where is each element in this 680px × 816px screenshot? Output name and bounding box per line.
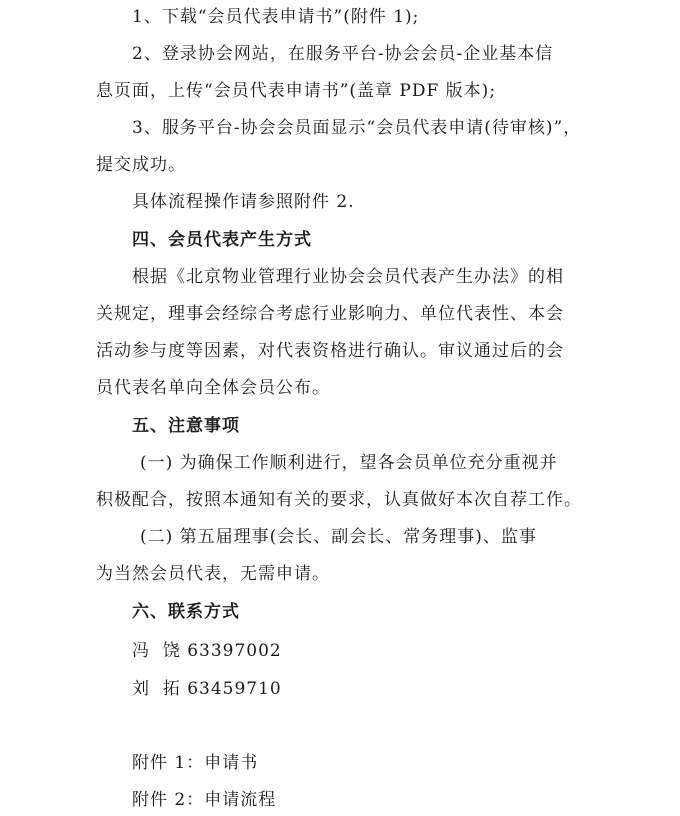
section-4-heading: 四、会员代表产生方式 (132, 230, 312, 250)
section-5-item-2-line-2: 为当然会员代表，无需申请。 (96, 564, 330, 584)
section-4-line-3: 活动参与度等因素，对代表资格进行确认。审议通过后的会 (96, 341, 564, 361)
contact-row (132, 640, 282, 662)
contact-name: 刘 拓 (132, 679, 181, 699)
section-6-heading: 六、联系方式 (132, 602, 240, 622)
contact-name: 冯 饶 (132, 641, 181, 661)
contact-row (132, 678, 282, 700)
contact-phone: 63459710 (187, 679, 282, 699)
attachment-1: 附件 1：申请书 (132, 753, 259, 773)
section-5-heading: 五、注意事项 (132, 416, 240, 436)
contact-phone: 63397002 (187, 641, 282, 661)
step-3-line-1: 3、服务平台-协会会员面显示“会员代表申请(待审核)”， (132, 118, 582, 138)
section-4-line-2: 关规定，理事会经综合考虑行业影响力、单位代表性、本会 (96, 304, 564, 324)
step-3-line-2: 提交成功。 (96, 155, 186, 175)
section-5-item-1-line-1: (一) 为确保工作顺利进行，望各会员单位充分重视并 (140, 453, 558, 473)
section-5-item-2-line-1: (二) 第五届理事(会长、副会长、常务理事)、监事 (140, 527, 537, 547)
attachment-2: 附件 2：申请流程 (132, 790, 277, 810)
section-4-line-1: 根据《北京物业管理行业协会会员代表产生办法》的相 (132, 267, 564, 287)
section-4-line-4: 员代表名单向全体会员公布。 (96, 378, 330, 398)
step-2-line-2: 息页面，上传“会员代表申请书”(盖章 PDF 版本); (96, 81, 497, 101)
step-2-line-1: 2、登录协会网站，在服务平台-协会会员-企业基本信 (132, 44, 554, 64)
step-1: 1、下载“会员代表申请书”(附件 1); (132, 7, 420, 27)
section-5-item-1-line-2: 积极配合，按照本通知有关的要求，认真做好本次自荐工作。 (96, 490, 582, 510)
reference-note: 具体流程操作请参照附件 2. (132, 192, 355, 212)
